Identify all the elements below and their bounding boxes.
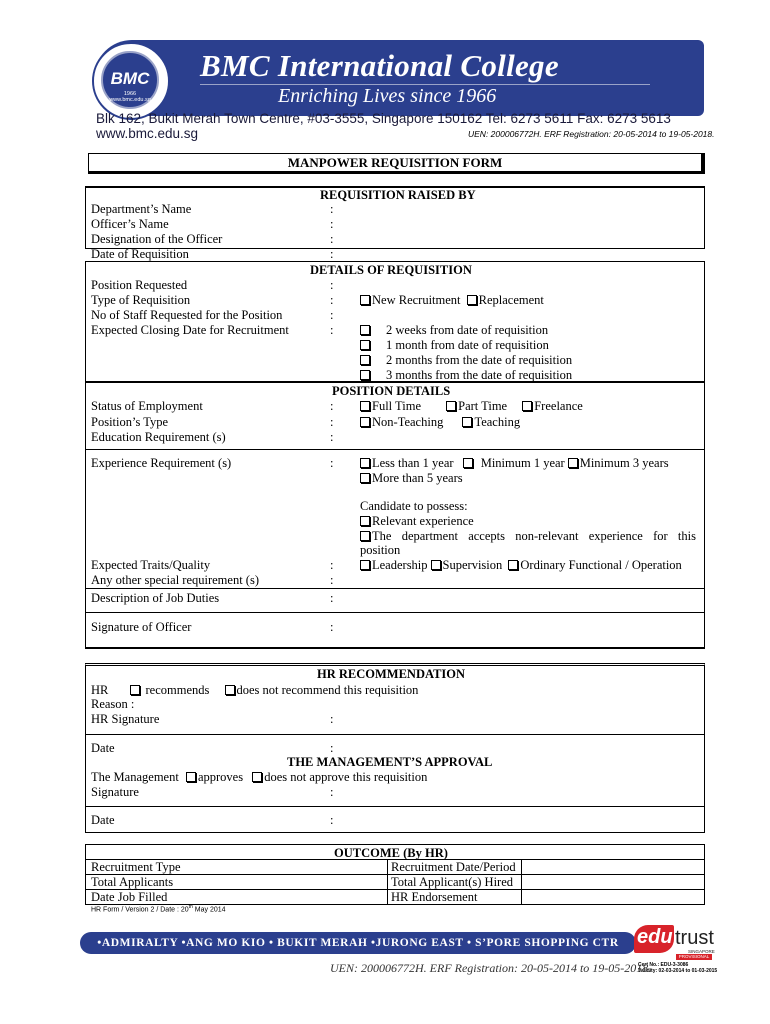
not-approve-label: does not approve this requisition — [264, 770, 428, 784]
colon: : — [330, 232, 334, 246]
hr-row — [91, 683, 418, 698]
edutrust-cert: Cert No.: EDU-3-3086 — [638, 962, 689, 968]
divider — [85, 449, 705, 450]
label-traits: Expected Traits/Quality — [91, 558, 211, 572]
relevant-option — [360, 514, 474, 529]
address-line: Blk 162, Bukit Merah Town Centre, #03-3555, Singapore 150162 Tel: 6273 5611 Fax: 6273 5613 www.bmc.edu.sg — [96, 111, 671, 141]
closing-checkbox[interactable] — [360, 340, 370, 350]
colon: : — [330, 813, 334, 827]
not-recommend-checkbox[interactable] — [225, 685, 235, 695]
experience-options-row1 — [360, 456, 669, 471]
college-logo — [92, 42, 170, 120]
colon: : — [330, 415, 334, 429]
colon: : — [330, 430, 334, 444]
section-raised-by: REQUISITION RAISED BY — [320, 188, 476, 202]
section-details: DETAILS OF REQUISITION — [310, 263, 472, 277]
colon: : — [330, 785, 334, 799]
college-motto: Enriching Lives since 1966 — [278, 85, 497, 107]
non-relevant-cont: position — [360, 543, 401, 557]
section-hr: HR RECOMMENDATION — [317, 667, 466, 681]
non-relevant-checkbox[interactable] — [360, 531, 370, 541]
teaching-checkbox[interactable] — [462, 417, 472, 427]
label-officer-name: Officer’s Name — [91, 217, 169, 231]
non-relevant-option — [360, 529, 696, 544]
colon: : — [330, 323, 334, 337]
more-5-label: More than 5 years — [372, 471, 463, 485]
divider — [85, 588, 705, 589]
form-version — [91, 904, 226, 913]
non-teaching-checkbox[interactable] — [360, 417, 370, 427]
status-options — [360, 399, 583, 414]
type-options — [360, 293, 544, 308]
ordinary-checkbox[interactable] — [508, 560, 518, 570]
edutrust-sub: SINGAPORE — [688, 949, 715, 954]
form-version-text: HR Form / Version 2 / Date : 20 — [91, 906, 189, 914]
edutrust-text-a: edu — [637, 926, 673, 948]
replacement-label: Replacement — [478, 293, 544, 307]
colon: : — [330, 217, 334, 231]
label-experience: Experience Requirement (s) — [91, 456, 232, 470]
form-version-end: May 2014 — [192, 906, 226, 914]
recommends-label: recommends — [145, 683, 210, 697]
min-3-checkbox[interactable] — [568, 458, 578, 468]
outcome-left-cell: Recruitment Type — [91, 860, 181, 874]
outcome-right-cell: Total Applicant(s) Hired — [391, 875, 514, 889]
non-teaching-label: Non-Teaching — [372, 415, 444, 429]
divider — [85, 612, 705, 613]
form-version-sup: th — [188, 904, 193, 910]
section-position: POSITION DETAILS — [332, 384, 451, 398]
position-type-options — [360, 415, 520, 430]
colon: : — [330, 308, 334, 322]
label-reason: Reason : — [91, 697, 135, 711]
not-recommend-label: does not recommend this requisition — [236, 683, 419, 697]
less-1-checkbox[interactable] — [360, 458, 370, 468]
colon: : — [330, 399, 334, 413]
outcome-left-cell: Date Job Filled — [91, 890, 168, 904]
logo-ring-text: 1966 www.bmc.edu.sg — [109, 91, 151, 103]
supervision-checkbox[interactable] — [431, 560, 441, 570]
freelance-checkbox[interactable] — [522, 401, 532, 411]
less-1-label: Less than 1 year — [372, 456, 454, 470]
label-designation: Designation of the Officer — [91, 232, 223, 246]
campus-bar: •ADMIRALTY •ANG MO KIO • BUKIT MERAH •JURONG EAST • S’PORE SHOPPING CTR — [80, 932, 636, 954]
closing-checkbox[interactable] — [360, 325, 370, 335]
not-approve-checkbox[interactable] — [252, 772, 262, 782]
recommends-checkbox[interactable] — [130, 685, 140, 695]
candidate-possess: Candidate to possess: — [360, 499, 468, 513]
closing-option-3 — [360, 353, 572, 368]
new-recruitment-checkbox[interactable] — [360, 295, 370, 305]
relevant-checkbox[interactable] — [360, 516, 370, 526]
label-date-requisition: Date of Requisition — [91, 247, 189, 261]
ordinary-label: Ordinary Functional / Operation — [520, 558, 682, 572]
colon: : — [330, 620, 334, 634]
colon: : — [330, 591, 334, 605]
non-relevant-label: The department accepts non-relevant experience for this — [372, 529, 696, 543]
label-signature-officer: Signature of Officer — [91, 620, 192, 634]
teaching-label: Teaching — [474, 415, 521, 429]
closing-option-1 — [360, 323, 548, 338]
replacement-checkbox[interactable] — [467, 295, 477, 305]
label-education: Education Requirement (s) — [91, 430, 226, 444]
section-management: THE MANAGEMENT’S APPROVAL — [287, 755, 493, 769]
part-time-checkbox[interactable] — [446, 401, 456, 411]
label-department: Department’s Name — [91, 202, 192, 216]
closing-label: 2 months from the date of requisition — [386, 353, 573, 367]
label-signature: Signature — [91, 785, 139, 799]
divider — [521, 859, 522, 904]
approves-checkbox[interactable] — [186, 772, 196, 782]
closing-label: 2 weeks from date of requisition — [386, 323, 549, 337]
closing-option-2 — [360, 338, 549, 353]
label-management: The Management — [91, 770, 179, 784]
logo-text: BMC — [110, 69, 150, 88]
divider — [85, 806, 705, 807]
label-position-requested: Position Requested — [91, 278, 188, 292]
closing-checkbox[interactable] — [360, 370, 370, 380]
closing-label: 3 months from the date of requisition — [386, 368, 573, 382]
colon: : — [330, 558, 334, 572]
full-time-checkbox[interactable] — [360, 401, 370, 411]
label-no-staff: No of Staff Requested for the Position — [91, 308, 283, 322]
traits-options — [360, 558, 682, 573]
colon: : — [330, 573, 334, 587]
college-name: BMC International College — [200, 48, 559, 83]
colon: : — [330, 293, 334, 307]
closing-checkbox[interactable] — [360, 355, 370, 365]
divider — [85, 734, 705, 735]
edutrust-provisional: PROVISIONAL — [676, 954, 712, 960]
label-job-duties: Description of Job Duties — [91, 591, 220, 605]
min-1-label: Minimum 1 year — [480, 456, 565, 470]
relevant-label: Relevant experience — [372, 514, 474, 528]
full-time-label: Full Time — [372, 399, 421, 413]
section-outcome: OUTCOME (By HR) — [334, 846, 448, 860]
new-recruitment-label: New Recruitment — [372, 293, 461, 307]
colon: : — [330, 456, 334, 470]
label-type-requisition: Type of Requisition — [91, 293, 191, 307]
uen-line: UEN: 200006772H. ERF Registration: 20-05-2014 to 19-05-2018. — [468, 129, 715, 139]
experience-options-row2 — [360, 471, 463, 486]
min-1-checkbox[interactable] — [463, 458, 473, 468]
colon: : — [330, 712, 334, 726]
outcome-left-cell: Total Applicants — [91, 875, 174, 889]
edutrust-text-b: trust — [675, 927, 714, 949]
label-hr-signature: HR Signature — [91, 712, 160, 726]
colon: : — [330, 278, 334, 292]
label-hr: HR — [91, 683, 109, 697]
footer-uen: UEN: 200006772H. ERF Registration: 20-05-2014 to 19-05-2018. — [330, 961, 652, 975]
label-date: Date — [91, 813, 115, 827]
form-title: MANPOWER REQUISITION FORM — [88, 153, 705, 174]
label-closing-date: Expected Closing Date for Recruitment — [91, 323, 289, 337]
edutrust-validity: Validity: 02-03-2014 to 01-03-2015 — [638, 968, 718, 974]
closing-label: 1 month from date of requisition — [386, 338, 549, 352]
colon: : — [330, 741, 334, 755]
supervision-label: Supervision — [442, 558, 503, 572]
more-5-checkbox[interactable] — [360, 473, 370, 483]
label-date: Date — [91, 741, 115, 755]
outcome-right-cell: HR Endorsement — [391, 890, 478, 904]
divider — [387, 859, 388, 904]
part-time-label: Part Time — [458, 399, 508, 413]
management-row — [91, 770, 427, 785]
colon: : — [330, 202, 334, 216]
min-3-label: Minimum 3 years — [579, 456, 669, 470]
leadership-label: Leadership — [372, 558, 428, 572]
freelance-label: Freelance — [534, 399, 583, 413]
label-status-employment: Status of Employment — [91, 399, 203, 413]
approves-label: approves — [197, 770, 244, 784]
closing-option-4 — [360, 368, 572, 383]
label-special-req: Any other special requirement (s) — [91, 573, 259, 587]
colon: : — [330, 247, 334, 261]
label-position-type: Position’s Type — [91, 415, 169, 429]
leadership-checkbox[interactable] — [360, 560, 370, 570]
outcome-right-cell: Recruitment Date/Period — [391, 860, 516, 874]
